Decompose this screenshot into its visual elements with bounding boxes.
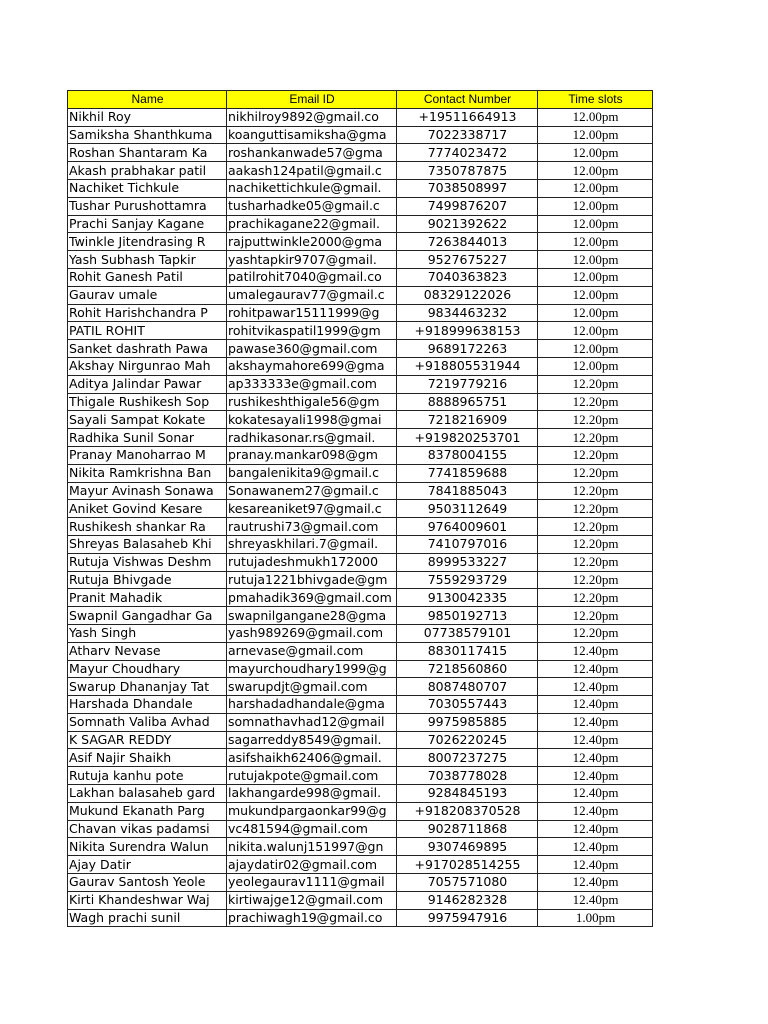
table-row	[68, 215, 653, 233]
email-cell[interactable]: rushikeshthigale56@gm	[227, 393, 397, 411]
email-cell[interactable]: rutujadeshmukh172000	[227, 553, 397, 571]
slot-cell[interactable]: 12.20pm	[538, 607, 653, 625]
name-cell[interactable]: Twinkle Jitendrasing R	[68, 233, 227, 251]
slot-cell[interactable]: 12.20pm	[538, 535, 653, 553]
email-cell[interactable]: patilrohit7040@gmail.co	[227, 268, 397, 286]
contact-cell[interactable]: 7022338717	[397, 126, 538, 144]
slot-cell[interactable]: 12.00pm	[538, 340, 653, 358]
slot-cell[interactable]: 12.00pm	[538, 304, 653, 322]
contact-cell[interactable]: 7559293729	[397, 571, 538, 589]
email-cell[interactable]: arnevase@gmail.com	[227, 642, 397, 660]
table-row	[68, 571, 653, 589]
name-cell[interactable]: Pranit Mahadik	[68, 589, 227, 607]
name-cell[interactable]: Harshada Dhandale	[68, 696, 227, 714]
table-row	[68, 304, 653, 322]
contact-cell[interactable]: 9146282328	[397, 891, 538, 909]
email-cell[interactable]: swapnilgangane28@gma	[227, 607, 397, 625]
name-cell[interactable]: Mayur Avinash Sonawa	[68, 482, 227, 500]
table-row	[68, 482, 653, 500]
contact-cell[interactable]: 9850192713	[397, 607, 538, 625]
name-cell[interactable]: Nikita Ramkrishna Ban	[68, 464, 227, 482]
table-row	[68, 749, 653, 767]
slot-cell[interactable]: 12.20pm	[538, 571, 653, 589]
table-row	[68, 340, 653, 358]
slot-cell[interactable]: 12.20pm	[538, 464, 653, 482]
slot-cell[interactable]: 12.40pm	[538, 856, 653, 874]
slot-cell[interactable]: 12.40pm	[538, 731, 653, 749]
contact-cell[interactable]: 8007237275	[397, 749, 538, 767]
slot-cell[interactable]: 12.00pm	[538, 322, 653, 340]
slot-cell[interactable]: 12.20pm	[538, 553, 653, 571]
contact-cell[interactable]: 9975947916	[397, 909, 538, 927]
contact-cell[interactable]: 7219779216	[397, 375, 538, 393]
name-cell[interactable]: Sanket dashrath Pawa	[68, 340, 227, 358]
slot-cell[interactable]: 12.40pm	[538, 785, 653, 803]
slot-cell[interactable]: 12.20pm	[538, 375, 653, 393]
contact-cell[interactable]: 9975985885	[397, 713, 538, 731]
slot-cell[interactable]: 12.40pm	[538, 660, 653, 678]
table-row	[68, 268, 653, 286]
name-cell[interactable]: Swarup Dhananjay Tat	[68, 678, 227, 696]
slot-cell[interactable]: 12.40pm	[538, 749, 653, 767]
slot-cell[interactable]: 12.20pm	[538, 393, 653, 411]
table-row	[68, 197, 653, 215]
contact-cell[interactable]: +918208370528	[397, 802, 538, 820]
contact-cell[interactable]: 9130042335	[397, 589, 538, 607]
email-cell[interactable]: prachikagane22@gmail.	[227, 215, 397, 233]
email-cell[interactable]: nikita.walunj151997@gn	[227, 838, 397, 856]
name-cell[interactable]: K SAGAR REDDY	[68, 731, 227, 749]
contact-cell[interactable]: 7026220245	[397, 731, 538, 749]
contact-cell[interactable]: 8999533227	[397, 553, 538, 571]
email-cell[interactable]: pmahadik369@gmail.com	[227, 589, 397, 607]
table-row	[68, 767, 653, 785]
email-cell[interactable]: sagarreddy8549@gmail.	[227, 731, 397, 749]
slot-cell[interactable]: 12.00pm	[538, 268, 653, 286]
name-cell[interactable]: PATIL ROHIT	[68, 322, 227, 340]
name-cell[interactable]: Rutuja Bhivgade	[68, 571, 227, 589]
slot-cell[interactable]: 12.20pm	[538, 429, 653, 447]
email-cell[interactable]: rohitpawar15111999@g	[227, 304, 397, 322]
slot-cell[interactable]: 12.40pm	[538, 874, 653, 892]
contact-cell[interactable]: 7218216909	[397, 411, 538, 429]
name-cell[interactable]: Mukund Ekanath Parg	[68, 802, 227, 820]
contact-cell[interactable]: 9307469895	[397, 838, 538, 856]
email-cell[interactable]: rutuja1221bhivgade@gm	[227, 571, 397, 589]
slot-cell[interactable]: 12.00pm	[538, 215, 653, 233]
slot-cell[interactable]: 12.40pm	[538, 678, 653, 696]
table-row	[68, 411, 653, 429]
email-cell[interactable]: mayurchoudhary1999@g	[227, 660, 397, 678]
table-row	[68, 357, 653, 375]
table-row	[68, 660, 653, 678]
slot-cell[interactable]: 12.20pm	[538, 500, 653, 518]
email-cell[interactable]: nikhilroy9892@gmail.co	[227, 108, 397, 126]
slot-cell[interactable]: 12.00pm	[538, 162, 653, 180]
name-cell[interactable]: Yash Singh	[68, 624, 227, 642]
email-cell[interactable]: rautrushi73@gmail.com	[227, 518, 397, 536]
email-cell[interactable]: somnathavhad12@gmail	[227, 713, 397, 731]
table-row	[68, 144, 653, 162]
email-cell[interactable]: prachiwagh19@gmail.co	[227, 909, 397, 927]
table-row	[68, 785, 653, 803]
contact-cell[interactable]: 7040363823	[397, 268, 538, 286]
table-row	[68, 696, 653, 714]
email-cell[interactable]: yashtapkir9707@gmail.	[227, 251, 397, 269]
table-row	[68, 589, 653, 607]
name-cell[interactable]: Sayali Sampat Kokate	[68, 411, 227, 429]
name-cell[interactable]: Asif Najir Shaikh	[68, 749, 227, 767]
email-cell[interactable]: Sonawanem27@gmail.c	[227, 482, 397, 500]
name-cell[interactable]: Nikhil Roy	[68, 108, 227, 126]
slot-cell[interactable]: 12.40pm	[538, 838, 653, 856]
contact-cell[interactable]: +919820253701	[397, 429, 538, 447]
name-cell[interactable]: Nachiket Tichkule	[68, 179, 227, 197]
name-cell[interactable]: Aniket Govind Kesare	[68, 500, 227, 518]
contact-cell[interactable]: 8888965751	[397, 393, 538, 411]
header-name[interactable]: Name	[68, 91, 227, 109]
table-row	[68, 179, 653, 197]
slot-cell[interactable]: 12.00pm	[538, 126, 653, 144]
slot-cell[interactable]: 12.40pm	[538, 713, 653, 731]
email-cell[interactable]: yash989269@gmail.com	[227, 624, 397, 642]
header-row	[68, 91, 653, 109]
contact-cell[interactable]: 9284845193	[397, 785, 538, 803]
contact-cell[interactable]: 7030557443	[397, 696, 538, 714]
name-cell[interactable]: Wagh prachi sunil	[68, 909, 227, 927]
contact-cell[interactable]: 9834463232	[397, 304, 538, 322]
email-cell[interactable]: umalegaurav77@gmail.c	[227, 286, 397, 304]
email-cell[interactable]: lakhangarde998@gmail.	[227, 785, 397, 803]
email-cell[interactable]: koanguttisamiksha@gma	[227, 126, 397, 144]
contact-cell[interactable]: 7774023472	[397, 144, 538, 162]
table-row	[68, 820, 653, 838]
table-row	[68, 393, 653, 411]
contact-cell[interactable]: +918999638153	[397, 322, 538, 340]
name-cell[interactable]: Ajay Datir	[68, 856, 227, 874]
table-row	[68, 678, 653, 696]
name-cell[interactable]: Rutuja kanhu pote	[68, 767, 227, 785]
name-cell[interactable]: Gaurav umale	[68, 286, 227, 304]
name-cell[interactable]: Rushikesh shankar Ra	[68, 518, 227, 536]
email-cell[interactable]: roshankanwade57@gma	[227, 144, 397, 162]
email-cell[interactable]: pawase360@gmail.com	[227, 340, 397, 358]
name-cell[interactable]: Atharv Nevase	[68, 642, 227, 660]
name-cell[interactable]: Roshan Shantaram Ka	[68, 144, 227, 162]
contact-cell[interactable]: 7057571080	[397, 874, 538, 892]
table-row	[68, 624, 653, 642]
header-email[interactable]: Email ID	[227, 91, 397, 109]
email-cell[interactable]: vc481594@gmail.com	[227, 820, 397, 838]
slot-cell[interactable]: 12.40pm	[538, 642, 653, 660]
email-cell[interactable]: rutujakpote@gmail.com	[227, 767, 397, 785]
name-cell[interactable]: Rohit Ganesh Patil	[68, 268, 227, 286]
name-cell[interactable]: Gaurav Santosh Yeole	[68, 874, 227, 892]
contact-cell[interactable]: 9689172263	[397, 340, 538, 358]
slot-cell[interactable]: 12.00pm	[538, 108, 653, 126]
email-cell[interactable]: yeolegaurav1111@gmail	[227, 874, 397, 892]
name-cell[interactable]: Tushar Purushottamra	[68, 197, 227, 215]
email-cell[interactable]: swarupdjt@gmail.com	[227, 678, 397, 696]
slot-cell[interactable]: 12.20pm	[538, 446, 653, 464]
name-cell[interactable]: Aditya Jalindar Pawar	[68, 375, 227, 393]
schedule-table	[67, 90, 653, 927]
table-row	[68, 446, 653, 464]
name-cell[interactable]: Mayur Choudhary	[68, 660, 227, 678]
name-cell[interactable]: Rutuja Vishwas Deshm	[68, 553, 227, 571]
table-row	[68, 802, 653, 820]
slot-cell[interactable]: 12.20pm	[538, 411, 653, 429]
contact-cell[interactable]: 9503112649	[397, 500, 538, 518]
table-row	[68, 838, 653, 856]
table-row	[68, 108, 653, 126]
contact-cell[interactable]: 7263844013	[397, 233, 538, 251]
email-cell[interactable]: shreyaskhilari.7@gmail.	[227, 535, 397, 553]
table-row	[68, 500, 653, 518]
table-row	[68, 874, 653, 892]
slot-cell[interactable]: 12.20pm	[538, 482, 653, 500]
table-row	[68, 535, 653, 553]
table-row	[68, 909, 653, 927]
email-cell[interactable]: kesareaniket97@gmail.c	[227, 500, 397, 518]
table-row	[68, 375, 653, 393]
table-row	[68, 251, 653, 269]
email-cell[interactable]: mukundpargaonkar99@g	[227, 802, 397, 820]
table-row	[68, 553, 653, 571]
table-row	[68, 891, 653, 909]
name-cell[interactable]: Prachi Sanjay Kagane	[68, 215, 227, 233]
contact-cell[interactable]: 7350787875	[397, 162, 538, 180]
table-row	[68, 731, 653, 749]
contact-cell[interactable]: +918805531944	[397, 357, 538, 375]
slot-cell[interactable]: 1.00pm	[538, 909, 653, 927]
slot-cell[interactable]: 12.40pm	[538, 891, 653, 909]
email-cell[interactable]: asifshaikh62406@gmail.	[227, 749, 397, 767]
table-row	[68, 286, 653, 304]
name-cell[interactable]: Akshay Nirgunrao Mah	[68, 357, 227, 375]
contact-cell[interactable]: 9527675227	[397, 251, 538, 269]
header-time-slot[interactable]: Time slots	[538, 91, 653, 109]
header-contact[interactable]: Contact Number	[397, 91, 538, 109]
slot-cell[interactable]: 12.40pm	[538, 820, 653, 838]
slot-cell[interactable]: 12.00pm	[538, 144, 653, 162]
name-cell[interactable]: Yash Subhash Tapkir	[68, 251, 227, 269]
email-cell[interactable]: radhikasonar.rs@gmail.	[227, 429, 397, 447]
table-row	[68, 856, 653, 874]
email-cell[interactable]: rajputtwinkle2000@gma	[227, 233, 397, 251]
contact-cell[interactable]: 8087480707	[397, 678, 538, 696]
table-row	[68, 126, 653, 144]
contact-cell[interactable]: 08329122026	[397, 286, 538, 304]
contact-cell[interactable]: 07738579101	[397, 624, 538, 642]
table-row	[68, 464, 653, 482]
table-row	[68, 607, 653, 625]
name-cell[interactable]: Chavan vikas padamsi	[68, 820, 227, 838]
name-cell[interactable]: Rohit Harishchandra P	[68, 304, 227, 322]
slot-cell[interactable]: 12.00pm	[538, 197, 653, 215]
slot-cell[interactable]: 12.20pm	[538, 624, 653, 642]
slot-cell[interactable]: 12.40pm	[538, 802, 653, 820]
contact-cell[interactable]: 7038778028	[397, 767, 538, 785]
name-cell[interactable]: Radhika Sunil Sonar	[68, 429, 227, 447]
contact-cell[interactable]: 7741859688	[397, 464, 538, 482]
name-cell[interactable]: Thigale Rushikesh Sop	[68, 393, 227, 411]
name-cell[interactable]: Lakhan balasaheb gard	[68, 785, 227, 803]
contact-cell[interactable]: 9764009601	[397, 518, 538, 536]
contact-cell[interactable]: 7218560860	[397, 660, 538, 678]
email-cell[interactable]: aakash124patil@gmail.c	[227, 162, 397, 180]
email-cell[interactable]: harshadadhandale@gma	[227, 696, 397, 714]
contact-cell[interactable]: +19511664913	[397, 108, 538, 126]
contact-cell[interactable]: +917028514255	[397, 856, 538, 874]
slot-cell[interactable]: 12.00pm	[538, 179, 653, 197]
email-cell[interactable]: ap333333e@gmail.com	[227, 375, 397, 393]
slot-cell[interactable]: 12.20pm	[538, 518, 653, 536]
email-cell[interactable]: kirtiwajge12@gmail.com	[227, 891, 397, 909]
email-cell[interactable]: tusharhadke05@gmail.c	[227, 197, 397, 215]
email-cell[interactable]: nachikettichkule@gmail.	[227, 179, 397, 197]
email-cell[interactable]: rohitvikaspatil1999@gm	[227, 322, 397, 340]
name-cell[interactable]: Pranay Manoharrao M	[68, 446, 227, 464]
name-cell[interactable]: Shreyas Balasaheb Khi	[68, 535, 227, 553]
slot-cell[interactable]: 12.00pm	[538, 357, 653, 375]
slot-cell[interactable]: 12.20pm	[538, 589, 653, 607]
name-cell[interactable]: Somnath Valiba Avhad	[68, 713, 227, 731]
contact-cell[interactable]: 9021392622	[397, 215, 538, 233]
contact-cell[interactable]: 7410797016	[397, 535, 538, 553]
contact-cell[interactable]: 9028711868	[397, 820, 538, 838]
email-cell[interactable]: pranay.mankar098@gm	[227, 446, 397, 464]
table-row	[68, 322, 653, 340]
name-cell[interactable]: Swapnil Gangadhar Ga	[68, 607, 227, 625]
contact-cell[interactable]: 8378004155	[397, 446, 538, 464]
name-cell[interactable]: Samiksha Shanthkuma	[68, 126, 227, 144]
name-cell[interactable]: Nikita Surendra Walun	[68, 838, 227, 856]
slot-cell[interactable]: 12.00pm	[538, 251, 653, 269]
slot-cell[interactable]: 12.00pm	[538, 286, 653, 304]
email-cell[interactable]: bangalenikita9@gmail.c	[227, 464, 397, 482]
table-row	[68, 518, 653, 536]
table-row	[68, 642, 653, 660]
name-cell[interactable]: Kirti Khandeshwar Waj	[68, 891, 227, 909]
email-cell[interactable]: kokatesayali1998@gmai	[227, 411, 397, 429]
contact-cell[interactable]: 7499876207	[397, 197, 538, 215]
email-cell[interactable]: ajaydatir02@gmail.com	[227, 856, 397, 874]
contact-cell[interactable]: 8830117415	[397, 642, 538, 660]
contact-cell[interactable]: 7841885043	[397, 482, 538, 500]
table-row	[68, 429, 653, 447]
slot-cell[interactable]: 12.40pm	[538, 767, 653, 785]
slot-cell[interactable]: 12.40pm	[538, 696, 653, 714]
table-row	[68, 233, 653, 251]
slot-cell[interactable]: 12.00pm	[538, 233, 653, 251]
name-cell[interactable]: Akash prabhakar patil	[68, 162, 227, 180]
contact-cell[interactable]: 7038508997	[397, 179, 538, 197]
table-row	[68, 713, 653, 731]
table-row	[68, 162, 653, 180]
email-cell[interactable]: akshaymahore699@gma	[227, 357, 397, 375]
